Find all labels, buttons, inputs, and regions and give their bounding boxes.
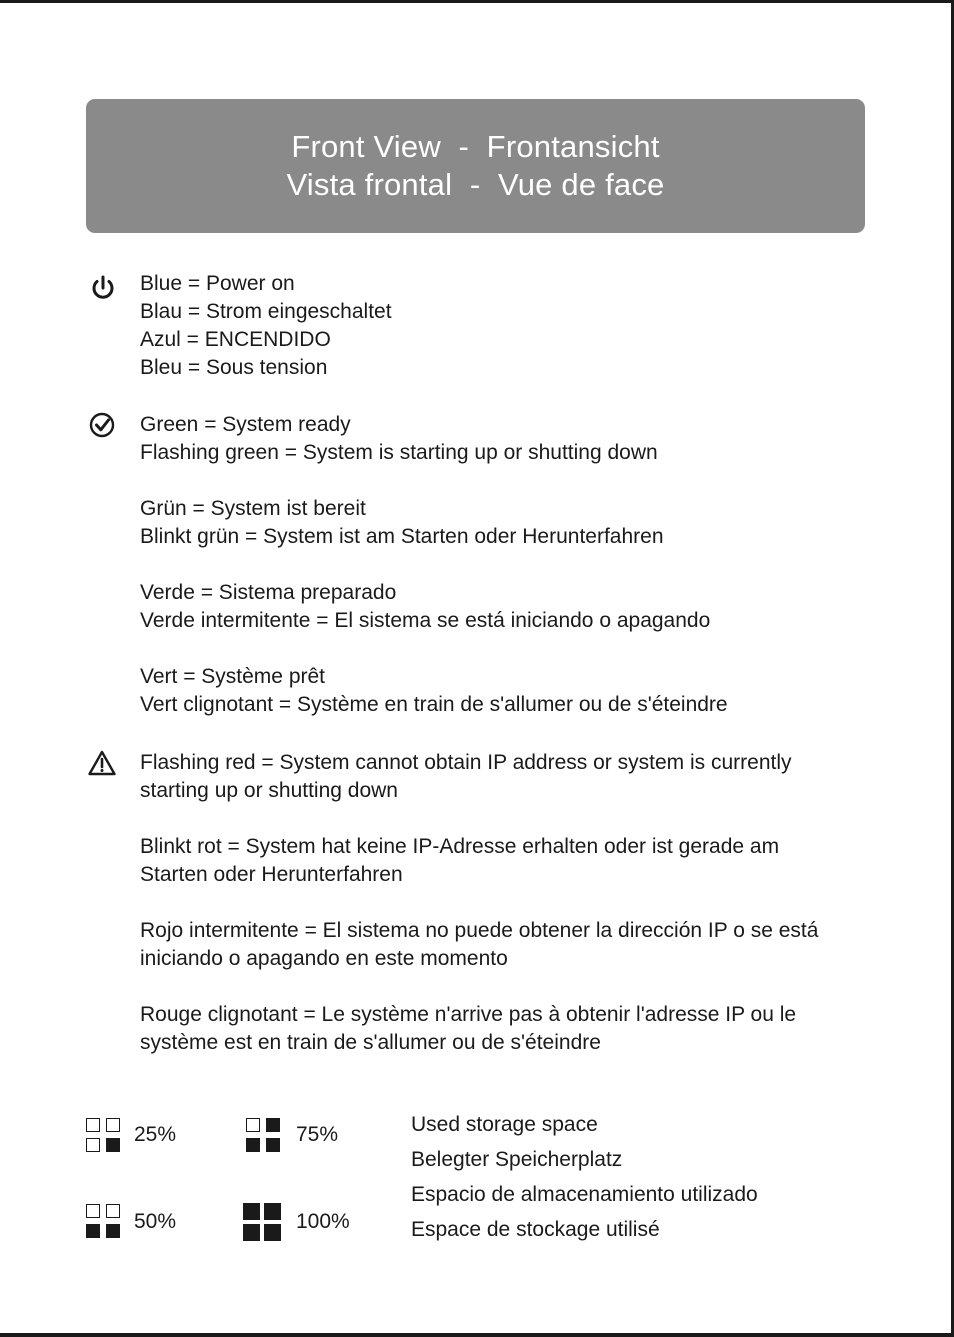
warning-line: Rojo intermitente = El sistema no puede obtener la dirección IP o se está: [140, 919, 819, 942]
ready-line: Blinkt grün = System ist am Starten oder Herunterfahren: [140, 525, 664, 548]
storage-level-label: 25%: [134, 1123, 177, 1146]
page-border-bottom: [0, 1333, 954, 1337]
storage-text-line: Belegter Speicherplatz: [411, 1148, 623, 1171]
title-line-2: Vista frontal - Vue de face: [286, 167, 665, 202]
ready-line: Grün = System ist bereit: [140, 497, 366, 520]
storage-description: [411, 1107, 758, 1247]
page-title: [86, 99, 865, 233]
storage-level-label: 75%: [296, 1123, 339, 1146]
warning-line: Starten oder Herunterfahren: [140, 863, 403, 886]
storage-100-icon: [243, 1203, 281, 1241]
warning-triangle-icon: [88, 749, 118, 779]
storage-text-line: Espacio de almacenamiento utilizado: [411, 1183, 758, 1206]
warning-line: système est en train de s'allumer ou de s'éteindre: [140, 1031, 601, 1054]
storage-text-line: Espace de stockage utilisé: [411, 1218, 660, 1241]
power-icon: [88, 273, 118, 303]
title-line-1: Front View - Frontansicht: [291, 129, 660, 164]
ready-line: Verde intermitente = El sistema se está iniciando o apagando: [140, 609, 711, 632]
ready-section: [140, 411, 860, 719]
storage-level-label: 100%: [296, 1210, 350, 1233]
power-line: Bleu = Sous tension: [140, 356, 328, 379]
warning-line: iniciando o apagando en este momento: [140, 947, 508, 970]
warning-line: Blinkt rot = System hat keine IP-Adresse erhalten oder ist gerade am: [140, 835, 780, 858]
power-line: Azul = ENCENDIDO: [140, 328, 331, 351]
ready-line: Vert clignotant = Système en train de s'allumer ou de s'éteindre: [140, 693, 728, 716]
storage-75-icon: [246, 1118, 282, 1154]
storage-text-line: Used storage space: [411, 1113, 598, 1136]
power-line: Blue = Power on: [140, 272, 295, 295]
storage-25-icon: [86, 1118, 122, 1154]
storage-level-label: 50%: [134, 1210, 177, 1233]
ready-line: Green = System ready: [140, 413, 351, 436]
page-border-top: [0, 0, 954, 3]
storage-50-icon: [86, 1204, 122, 1240]
ready-line: Verde = Sistema preparado: [140, 581, 397, 604]
warning-line: Rouge clignotant = Le système n'arrive pas à obtenir l'adresse IP ou le: [140, 1003, 797, 1026]
warning-section: [140, 749, 860, 1057]
ready-line: Vert = Système prêt: [140, 665, 326, 688]
warning-line: Flashing red = System cannot obtain IP address or system is currently: [140, 751, 792, 774]
warning-line: starting up or shutting down: [140, 779, 398, 802]
power-line: Blau = Strom eingeschaltet: [140, 300, 392, 323]
power-section: [140, 270, 860, 382]
ready-line: Flashing green = System is starting up or shutting down: [140, 441, 658, 464]
check-circle-icon: [88, 411, 118, 441]
